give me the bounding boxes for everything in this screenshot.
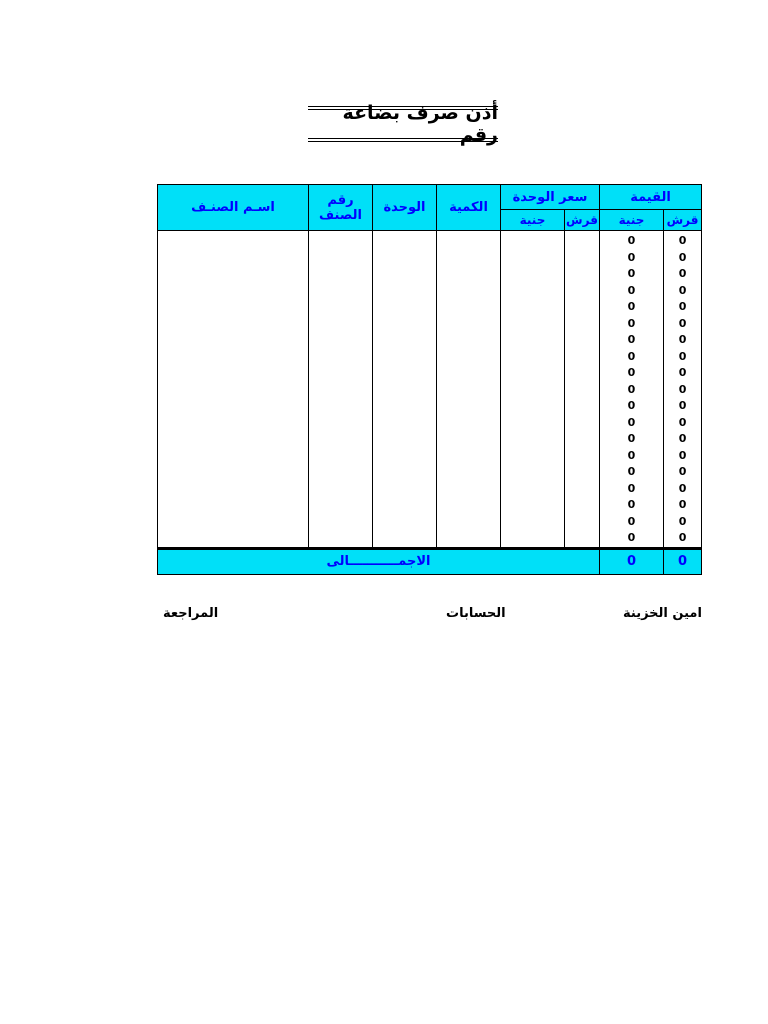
row-unit [373, 431, 437, 448]
row-unit [373, 497, 437, 514]
row-price-piaster [565, 398, 600, 415]
row-item-name [158, 231, 309, 250]
row-unit [373, 283, 437, 300]
row-item-number [309, 250, 373, 267]
row-price-piaster [565, 431, 600, 448]
row-item-number [309, 530, 373, 548]
row-quantity [437, 398, 501, 415]
table-row [158, 481, 702, 498]
header-item-name: اسـم الصنـف [158, 185, 309, 231]
row-quantity [437, 231, 501, 250]
row-quantity [437, 283, 501, 300]
row-price-pound [501, 299, 565, 316]
header-value-pound: جنية [600, 210, 664, 231]
row-item-number [309, 283, 373, 300]
row-price-piaster [565, 530, 600, 548]
header-price-pound: جنية [501, 210, 565, 231]
table-row [158, 316, 702, 333]
row-value-pound: 0 [600, 250, 664, 267]
header-unit: الوحدة [373, 185, 437, 231]
table-row [158, 514, 702, 531]
voucher-table [157, 184, 702, 575]
header-value-piaster: قرش [664, 210, 702, 231]
row-price-piaster [565, 349, 600, 366]
row-item-name [158, 448, 309, 465]
row-quantity [437, 382, 501, 399]
row-value-piaster: 0 [664, 514, 702, 531]
row-value-pound: 0 [600, 448, 664, 465]
row-value-piaster: 0 [664, 349, 702, 366]
row-value-pound: 0 [600, 316, 664, 333]
row-price-piaster [565, 448, 600, 465]
row-value-piaster: 0 [664, 382, 702, 399]
signature-accounts: الحسابات [446, 606, 506, 621]
row-item-name [158, 431, 309, 448]
row-item-name [158, 497, 309, 514]
row-quantity [437, 530, 501, 548]
row-item-number [309, 332, 373, 349]
row-price-piaster [565, 497, 600, 514]
table-row [158, 365, 702, 382]
row-value-piaster: 0 [664, 231, 702, 250]
signature-review: المراجعة [163, 606, 219, 621]
row-price-piaster [565, 231, 600, 250]
row-unit [373, 365, 437, 382]
row-price-pound [501, 530, 565, 548]
row-value-piaster: 0 [664, 283, 702, 300]
total-pound: 0 [600, 548, 664, 574]
total-row [158, 548, 702, 574]
table-row [158, 250, 702, 267]
header-unit-price: سعر الوحدة [501, 185, 600, 210]
row-value-pound: 0 [600, 332, 664, 349]
row-quantity [437, 415, 501, 432]
row-price-piaster [565, 481, 600, 498]
row-value-pound: 0 [600, 415, 664, 432]
row-value-pound: 0 [600, 398, 664, 415]
row-quantity [437, 250, 501, 267]
row-item-name [158, 332, 309, 349]
header-price-piaster: قرش [565, 210, 600, 231]
table-row [158, 266, 702, 283]
row-price-pound [501, 448, 565, 465]
row-unit [373, 514, 437, 531]
row-value-pound: 0 [600, 382, 664, 399]
row-item-number [309, 382, 373, 399]
row-price-pound [501, 464, 565, 481]
row-value-pound: 0 [600, 266, 664, 283]
row-value-piaster: 0 [664, 464, 702, 481]
row-unit [373, 231, 437, 250]
row-item-name [158, 514, 309, 531]
row-price-piaster [565, 464, 600, 481]
row-value-pound: 0 [600, 349, 664, 366]
row-item-name [158, 415, 309, 432]
row-unit [373, 448, 437, 465]
table-row [158, 530, 702, 548]
row-value-piaster: 0 [664, 398, 702, 415]
row-unit [373, 266, 437, 283]
row-item-name [158, 349, 309, 366]
row-price-pound [501, 431, 565, 448]
row-item-number [309, 431, 373, 448]
row-quantity [437, 365, 501, 382]
row-unit [373, 481, 437, 498]
row-unit [373, 332, 437, 349]
row-item-name [158, 250, 309, 267]
row-item-number [309, 514, 373, 531]
row-item-number [309, 299, 373, 316]
table-row [158, 464, 702, 481]
page-title: أذن صرف بضاعة رقم [342, 102, 498, 146]
row-quantity [437, 431, 501, 448]
row-price-piaster [565, 250, 600, 267]
header-item-number: رقم الصنف [309, 185, 373, 231]
row-item-name [158, 266, 309, 283]
table-row [158, 448, 702, 465]
row-quantity [437, 497, 501, 514]
row-price-pound [501, 497, 565, 514]
row-price-piaster [565, 266, 600, 283]
row-quantity [437, 481, 501, 498]
row-value-piaster: 0 [664, 530, 702, 548]
row-item-name [158, 283, 309, 300]
table-row [158, 231, 702, 250]
row-value-pound: 0 [600, 497, 664, 514]
row-item-number [309, 497, 373, 514]
row-price-piaster [565, 299, 600, 316]
table-row [158, 415, 702, 432]
row-price-pound [501, 514, 565, 531]
row-price-pound [501, 415, 565, 432]
row-unit [373, 299, 437, 316]
table-row [158, 431, 702, 448]
row-item-name [158, 316, 309, 333]
title-box [308, 102, 498, 146]
row-price-pound [501, 382, 565, 399]
row-item-name [158, 365, 309, 382]
row-value-piaster: 0 [664, 250, 702, 267]
row-quantity [437, 349, 501, 366]
row-value-pound: 0 [600, 464, 664, 481]
row-item-number [309, 365, 373, 382]
row-value-pound: 0 [600, 530, 664, 548]
row-value-piaster: 0 [664, 481, 702, 498]
row-item-number [309, 398, 373, 415]
row-price-piaster [565, 365, 600, 382]
row-unit [373, 316, 437, 333]
row-value-pound: 0 [600, 231, 664, 250]
total-piaster: 0 [664, 548, 702, 574]
row-value-piaster: 0 [664, 332, 702, 349]
row-item-name [158, 299, 309, 316]
row-unit [373, 349, 437, 366]
row-price-pound [501, 266, 565, 283]
table-row [158, 398, 702, 415]
row-item-number [309, 316, 373, 333]
row-item-name [158, 481, 309, 498]
row-unit [373, 250, 437, 267]
table-row [158, 497, 702, 514]
row-price-piaster [565, 514, 600, 531]
header-value: القيمة [600, 185, 702, 210]
row-quantity [437, 464, 501, 481]
row-price-piaster [565, 283, 600, 300]
row-item-number [309, 448, 373, 465]
row-price-piaster [565, 415, 600, 432]
row-value-piaster: 0 [664, 431, 702, 448]
table-row [158, 382, 702, 399]
table-row [158, 332, 702, 349]
row-price-pound [501, 481, 565, 498]
row-item-number [309, 464, 373, 481]
row-item-number [309, 415, 373, 432]
row-price-pound [501, 398, 565, 415]
row-unit [373, 382, 437, 399]
row-quantity [437, 299, 501, 316]
row-item-number [309, 231, 373, 250]
row-price-pound [501, 231, 565, 250]
row-value-pound: 0 [600, 365, 664, 382]
row-item-name [158, 382, 309, 399]
row-unit [373, 415, 437, 432]
row-price-pound [501, 283, 565, 300]
row-quantity [437, 448, 501, 465]
row-value-piaster: 0 [664, 415, 702, 432]
row-item-number [309, 349, 373, 366]
row-value-piaster: 0 [664, 497, 702, 514]
table-row [158, 349, 702, 366]
row-value-pound: 0 [600, 299, 664, 316]
row-value-pound: 0 [600, 283, 664, 300]
row-item-name [158, 530, 309, 548]
row-price-pound [501, 332, 565, 349]
row-price-pound [501, 250, 565, 267]
row-value-piaster: 0 [664, 266, 702, 283]
row-item-number [309, 481, 373, 498]
row-item-name [158, 398, 309, 415]
row-value-piaster: 0 [664, 448, 702, 465]
row-quantity [437, 266, 501, 283]
header-quantity: الكمية [437, 185, 501, 231]
signature-treasurer: امين الخزينة [623, 606, 702, 621]
table-row [158, 299, 702, 316]
table-row [158, 283, 702, 300]
row-price-pound [501, 365, 565, 382]
table-body [158, 231, 702, 549]
row-value-piaster: 0 [664, 316, 702, 333]
total-label: الاجمـــــــــــالى [158, 548, 600, 574]
row-price-piaster [565, 382, 600, 399]
row-item-name [158, 464, 309, 481]
row-value-piaster: 0 [664, 299, 702, 316]
row-value-pound: 0 [600, 514, 664, 531]
row-quantity [437, 332, 501, 349]
row-price-pound [501, 349, 565, 366]
row-unit [373, 530, 437, 548]
row-value-pound: 0 [600, 481, 664, 498]
row-item-number [309, 266, 373, 283]
row-unit [373, 464, 437, 481]
row-quantity [437, 514, 501, 531]
row-quantity [437, 316, 501, 333]
row-price-piaster [565, 316, 600, 333]
row-value-piaster: 0 [664, 365, 702, 382]
row-unit [373, 398, 437, 415]
row-value-pound: 0 [600, 431, 664, 448]
row-price-piaster [565, 332, 600, 349]
row-price-pound [501, 316, 565, 333]
